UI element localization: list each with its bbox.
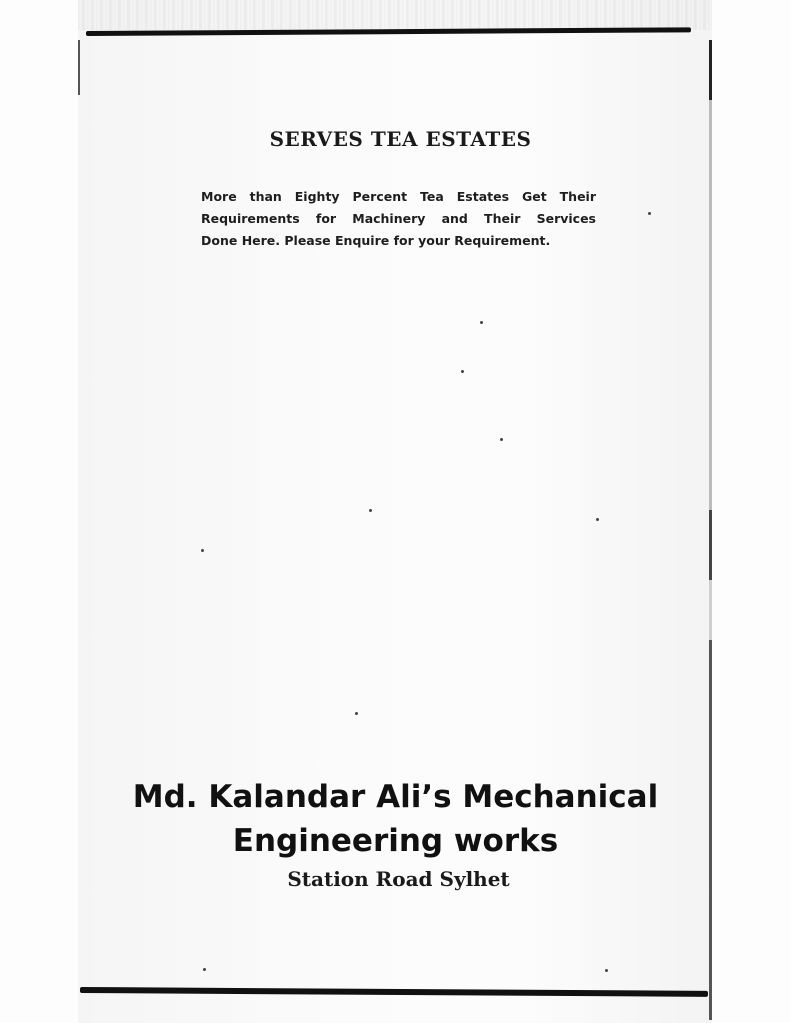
body-line-2: Requirements for Machinery and Their Services [201, 211, 596, 226]
scan-speck [461, 370, 464, 373]
scan-speck [605, 969, 608, 972]
body-paragraph [201, 186, 596, 252]
company-line-1: Md. Kalandar Ali’s Mechanical [132, 779, 659, 815]
scan-noise-band [78, 0, 712, 30]
company-line-2: Engineering works [232, 823, 559, 859]
address: Station Road Sylhet [287, 867, 510, 891]
company-name [0, 775, 791, 863]
page-left-edge [78, 40, 80, 95]
body-line-1: More than Eighty Percent Tea Estates Get Their [201, 189, 596, 204]
heading-text: SERVES TEA ESTATES [269, 127, 532, 151]
scan-speck [369, 509, 372, 512]
scan-speck [203, 968, 206, 971]
scan-speck [500, 438, 503, 441]
scan-speck [355, 712, 358, 715]
scan-speck [596, 518, 599, 521]
scan-speck [648, 212, 651, 215]
scan-speck [201, 549, 204, 552]
scan-speck [480, 321, 483, 324]
heading [0, 127, 791, 151]
body-line-3: Done Here. Please Enquire for your Requirement. [201, 233, 551, 248]
